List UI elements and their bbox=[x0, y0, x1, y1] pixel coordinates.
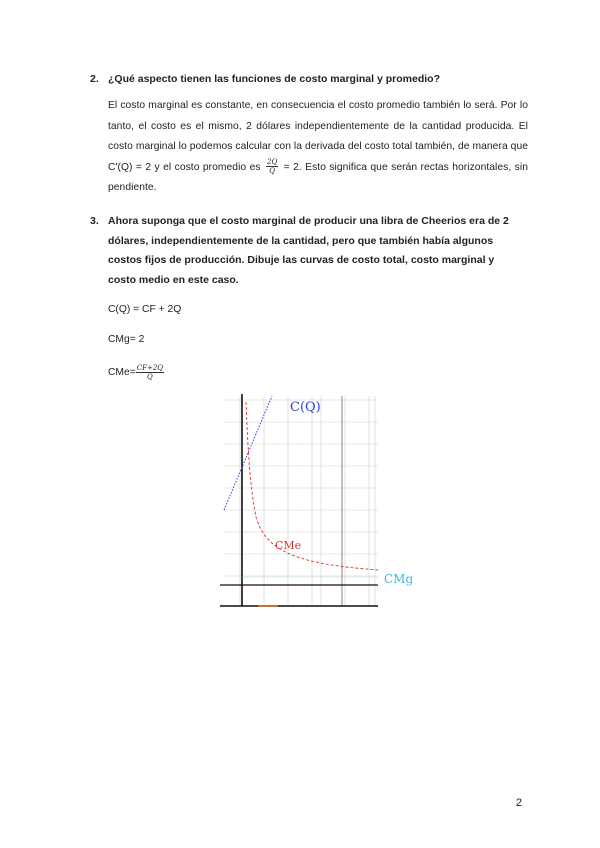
question-3-title-line: dólares, independientemente de la cantidad, pero que también había algunos bbox=[108, 234, 494, 247]
question-2-title: ¿Qué aspecto tienen las funciones de costo marginal y promedio? bbox=[108, 73, 440, 85]
average-cost-formula-fraction bbox=[136, 364, 164, 381]
formula-denominator: Q bbox=[147, 373, 153, 381]
question-2-answer bbox=[108, 96, 528, 199]
equation-average-label: CMe= bbox=[108, 367, 136, 379]
equation-total-cost: C(Q) = CF + 2Q bbox=[108, 304, 182, 315]
cost-curves-graph bbox=[218, 392, 418, 612]
total-cost-label: C(Q) bbox=[290, 400, 321, 415]
average-cost-fraction bbox=[266, 158, 278, 175]
question-3-title-line: Ahora suponga que el costo marginal de producir una libra de Cheerios era de 2 bbox=[108, 215, 509, 227]
answer-text-part1: El costo marginal es constante, en consecuencia el costo promedio también lo será. Por lo tanto, el costo es el mismo, 2 dólares independientemente de la cantidad producida. El costo marginal lo podemos calcular con la derivada del costo total también, de manera que C'(Q) = 2 y el costo promedio es bbox=[108, 100, 528, 173]
question-3-title-line: costo medio en este caso. bbox=[108, 273, 239, 286]
answer-text-part2: = 2. Esto significa que serán rectas horizontales, sin pendiente. bbox=[108, 161, 528, 193]
fraction-denominator: Q bbox=[269, 167, 275, 176]
page-number: 2 bbox=[515, 797, 522, 809]
equation-average-cost bbox=[108, 364, 166, 381]
formula-numerator: CF+2Q bbox=[136, 364, 164, 372]
question-3-number: 3. bbox=[90, 215, 99, 227]
equation-marginal-cost: CMg= 2 bbox=[108, 334, 145, 345]
marginal-cost-label: CMg bbox=[384, 572, 414, 586]
fraction-numerator: 2Q bbox=[266, 158, 278, 167]
average-cost-label: CMe bbox=[275, 539, 302, 552]
question-2-number: 2. bbox=[90, 73, 99, 85]
total-cost-curve bbox=[224, 396, 272, 510]
question-3-title-line: costos fijos de producción. Dibuje las curvas de costo total, costo marginal y bbox=[108, 254, 495, 266]
